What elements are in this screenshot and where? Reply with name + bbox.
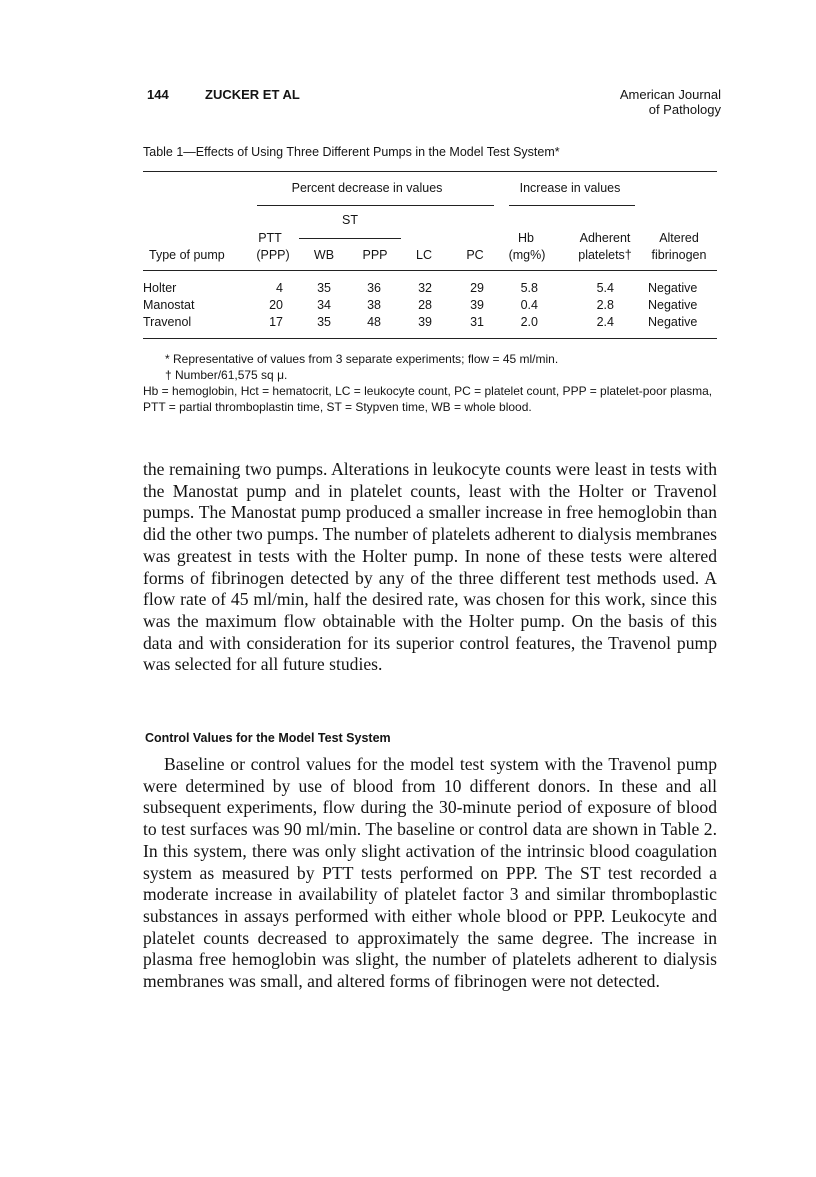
st-rule [299, 238, 401, 239]
group-header-increase: Increase in values [519, 181, 621, 195]
row-travenol-pc: 31 [470, 315, 484, 329]
table-bottom-rule [143, 338, 717, 339]
table-caption: Table 1—Effects of Using Three Different Pumps in the Model Test System* [143, 145, 560, 159]
section-heading: Control Values for the Model Test System [145, 731, 391, 745]
col-header-altered: Altered [659, 231, 699, 245]
row-manostat-wb: 34 [317, 298, 331, 312]
col-header-adherent: Adherent [579, 231, 631, 245]
row-manostat-lc: 28 [418, 298, 432, 312]
row-manostat-altered: Negative [648, 298, 698, 312]
footnote-abbreviations: Hb = hemoglobin, Hct = hematocrit, LC = leukocyte count, PC = platelet count, PPP = platelet-poor plasma, PTT = partial thromboplastin time, ST = Stypven time, WB = whole blood. [143, 384, 713, 414]
data-table [143, 171, 717, 341]
row-manostat-adherent: 2.8 [596, 298, 614, 312]
footnote-asterisk: * Representative of values from 3 separate experiments; flow = 45 ml/min. [165, 352, 559, 366]
row-manostat-pump: Manostat [143, 298, 195, 312]
col-header-altered-sub: fibrinogen [651, 248, 707, 262]
table-header-rule [143, 270, 717, 271]
row-holter-wb: 35 [317, 281, 331, 295]
group-header-percent-decrease: Percent decrease in values [291, 181, 443, 195]
page-number: 144 [147, 87, 169, 102]
row-travenol-pump: Travenol [143, 315, 192, 329]
row-travenol-ptt: 17 [269, 315, 283, 329]
row-manostat-ppp: 38 [367, 298, 381, 312]
group-header-st: ST [342, 213, 358, 227]
row-travenol-altered: Negative [648, 315, 698, 329]
row-manostat-pc: 39 [470, 298, 484, 312]
row-travenol-hb: 2.0 [520, 315, 538, 329]
row-manostat-hb: 0.4 [520, 298, 538, 312]
row-holter-ppp: 36 [367, 281, 381, 295]
col-header-hb-sub: (mg%) [508, 248, 546, 262]
row-holter-pump: Holter [143, 281, 177, 295]
body-paragraph: the remaining two pumps. Alterations in leukocyte counts were least in tests with the Manostat pump and in platelet counts, least with the Holter or Travenol pumps. The Manostat pump produced a smaller increase in free hemoglobin than did the other two pumps. The number of platelets adherent to dialysis membranes was greatest in tests with the Holter pump. In none of these tests were altered forms of fibrinogen detected by any of the three different test methods used. A flow rate of 45 ml/min, half the desired rate, was chosen for this work, since this was the maximum flow obtainable with the Holter pump. On the basis of this data and with consideration for its superior control features, the Travenol pump was selected for all future studies. [143, 459, 717, 675]
row-holter-ptt: 4 [276, 281, 283, 295]
col-header-wb: WB [313, 248, 335, 262]
row-manostat-ptt: 20 [269, 298, 283, 312]
row-travenol-lc: 39 [418, 315, 432, 329]
table-footnotes [143, 351, 723, 415]
col-header-adherent-sub: platelets† [578, 248, 632, 262]
body-paragraph: Baseline or control values for the model test system with the Travenol pump were determined by use of blood from 10 different donors. In these and all subsequent experiments, flow during the 30-minute period of exposure of blood to test surfaces was 90 ml/min. The baseline or control data are shown in Table 2. In this system, there was only slight activation of the intrinsic blood coagulation system as measured by PTT tests performed on PPP. The ST test recorded a moderate increase in availability of platelet factor 3 and similar thromboplastic substances in assays performed with either whole blood or PPP. Leukocyte and platelet counts decreased to approximately the same degree. The increase in plasma free hemoglobin was slight, the number of platelets adherent to dialysis membranes was small, and altered forms of fibrinogen were not detected. [143, 754, 717, 992]
col-header-ptt-sub: (PPP) [256, 248, 290, 262]
row-holter-altered: Negative [648, 281, 698, 295]
col-header-lc: LC [416, 248, 432, 262]
row-holter-pc: 29 [470, 281, 484, 295]
journal-name-line-2: of Pathology [648, 102, 721, 117]
row-travenol-wb: 35 [317, 315, 331, 329]
col-header-type: Type of pump [149, 248, 225, 262]
row-holter-adherent: 5.4 [596, 281, 614, 295]
journal-name-line-1: American Journal [619, 87, 721, 102]
running-header [147, 87, 721, 127]
footnote-dagger: † Number/61,575 sq μ. [165, 368, 288, 382]
row-travenol-adherent: 2.4 [596, 315, 614, 329]
increase-rule [509, 205, 635, 206]
journal-name [620, 87, 721, 117]
col-header-ptt: PTT [258, 231, 282, 245]
row-travenol-ppp: 48 [367, 315, 381, 329]
row-holter-hb: 5.8 [520, 281, 538, 295]
col-header-hb: Hb [518, 231, 534, 245]
col-header-pc: PC [466, 248, 484, 262]
percent-decrease-rule [257, 205, 494, 206]
row-holter-lc: 32 [418, 281, 432, 295]
running-author: ZUCKER ET AL [205, 87, 300, 102]
col-header-ppp: PPP [362, 248, 388, 262]
table-top-rule [143, 171, 717, 172]
